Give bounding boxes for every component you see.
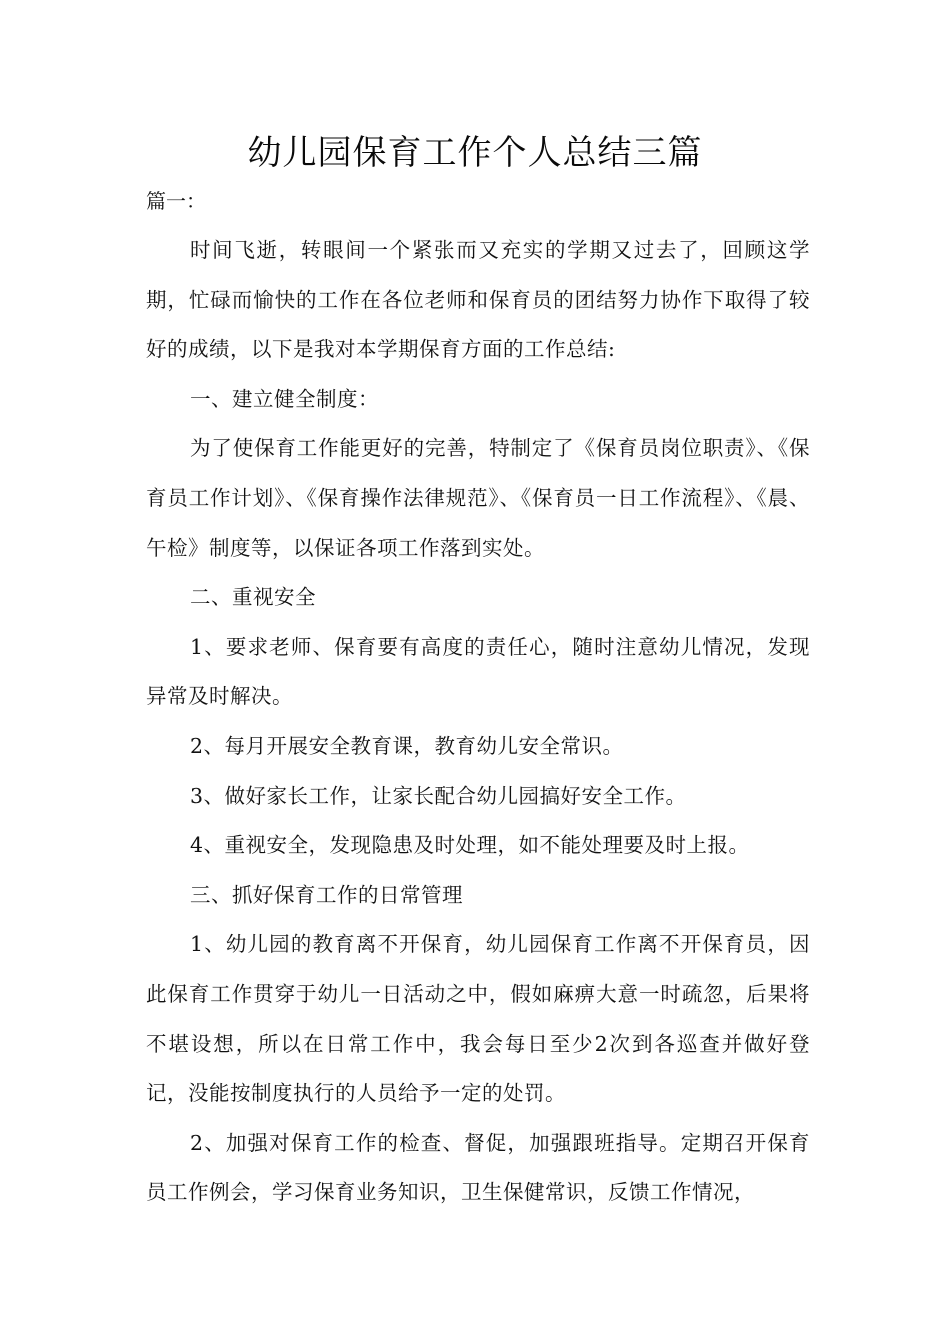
section-label: 篇一： [146, 189, 206, 213]
paragraph-system: 为了使保育工作能更好的完善，特制定了《保育员岗位职责》、《保育员工作计划》、《保育操作法律规范》、《保育员一日工作流程》、《晨、午检》制度等，以保证各项工作落到实处。 [146, 436, 810, 560]
heading-daily-management: 三、抓好保育工作的日常管理 [190, 882, 463, 907]
paragraph-management-1: 1、幼儿园的教育离不开保育，幼儿园保育工作离不开保育员，因此保育工作贯穿于幼儿一日活动之中，假如麻痹大意一时疏忽，后果将不堪设想，所以在日常工作中，我会每日至少2次到各巡查并做好登记，没能按制度执行的人员给予一定的处罚。 [146, 932, 810, 1106]
paragraph-management-2: 2、加强对保育工作的检查、督促，加强跟班指导。定期召开保育员工作例会，学习保育业务知识，卫生保健常识，反馈工作情况， [146, 1130, 810, 1205]
heading-safety: 二、重视安全 [190, 585, 316, 610]
document-body [146, 226, 810, 1218]
paragraph-safety-4: 4、重视安全，发现隐患及时处理，如不能处理要及时上报。 [190, 833, 750, 858]
document-title: 幼儿园保育工作个人总结三篇 [247, 133, 703, 173]
paragraph-safety-2: 2、每月开展安全教育课，教育幼儿安全常识。 [190, 733, 624, 758]
paragraph-intro: 时间飞逝，转眼间一个紧张而又充实的学期又过去了，回顾这学期，忙碌而愉快的工作在各位老师和保育员的团结努力协作下取得了较好的成绩，以下是我对本学期保育方面的工作总结: [146, 238, 810, 362]
heading-system: 一、建立健全制度： [190, 386, 379, 411]
paragraph-safety-3: 3、做好家长工作，让家长配合幼儿园搞好安全工作。 [190, 783, 687, 808]
paragraph-safety-1: 1、要求老师、保育要有高度的责任心，随时注意幼儿情况，发现异常及时解决。 [146, 634, 810, 709]
